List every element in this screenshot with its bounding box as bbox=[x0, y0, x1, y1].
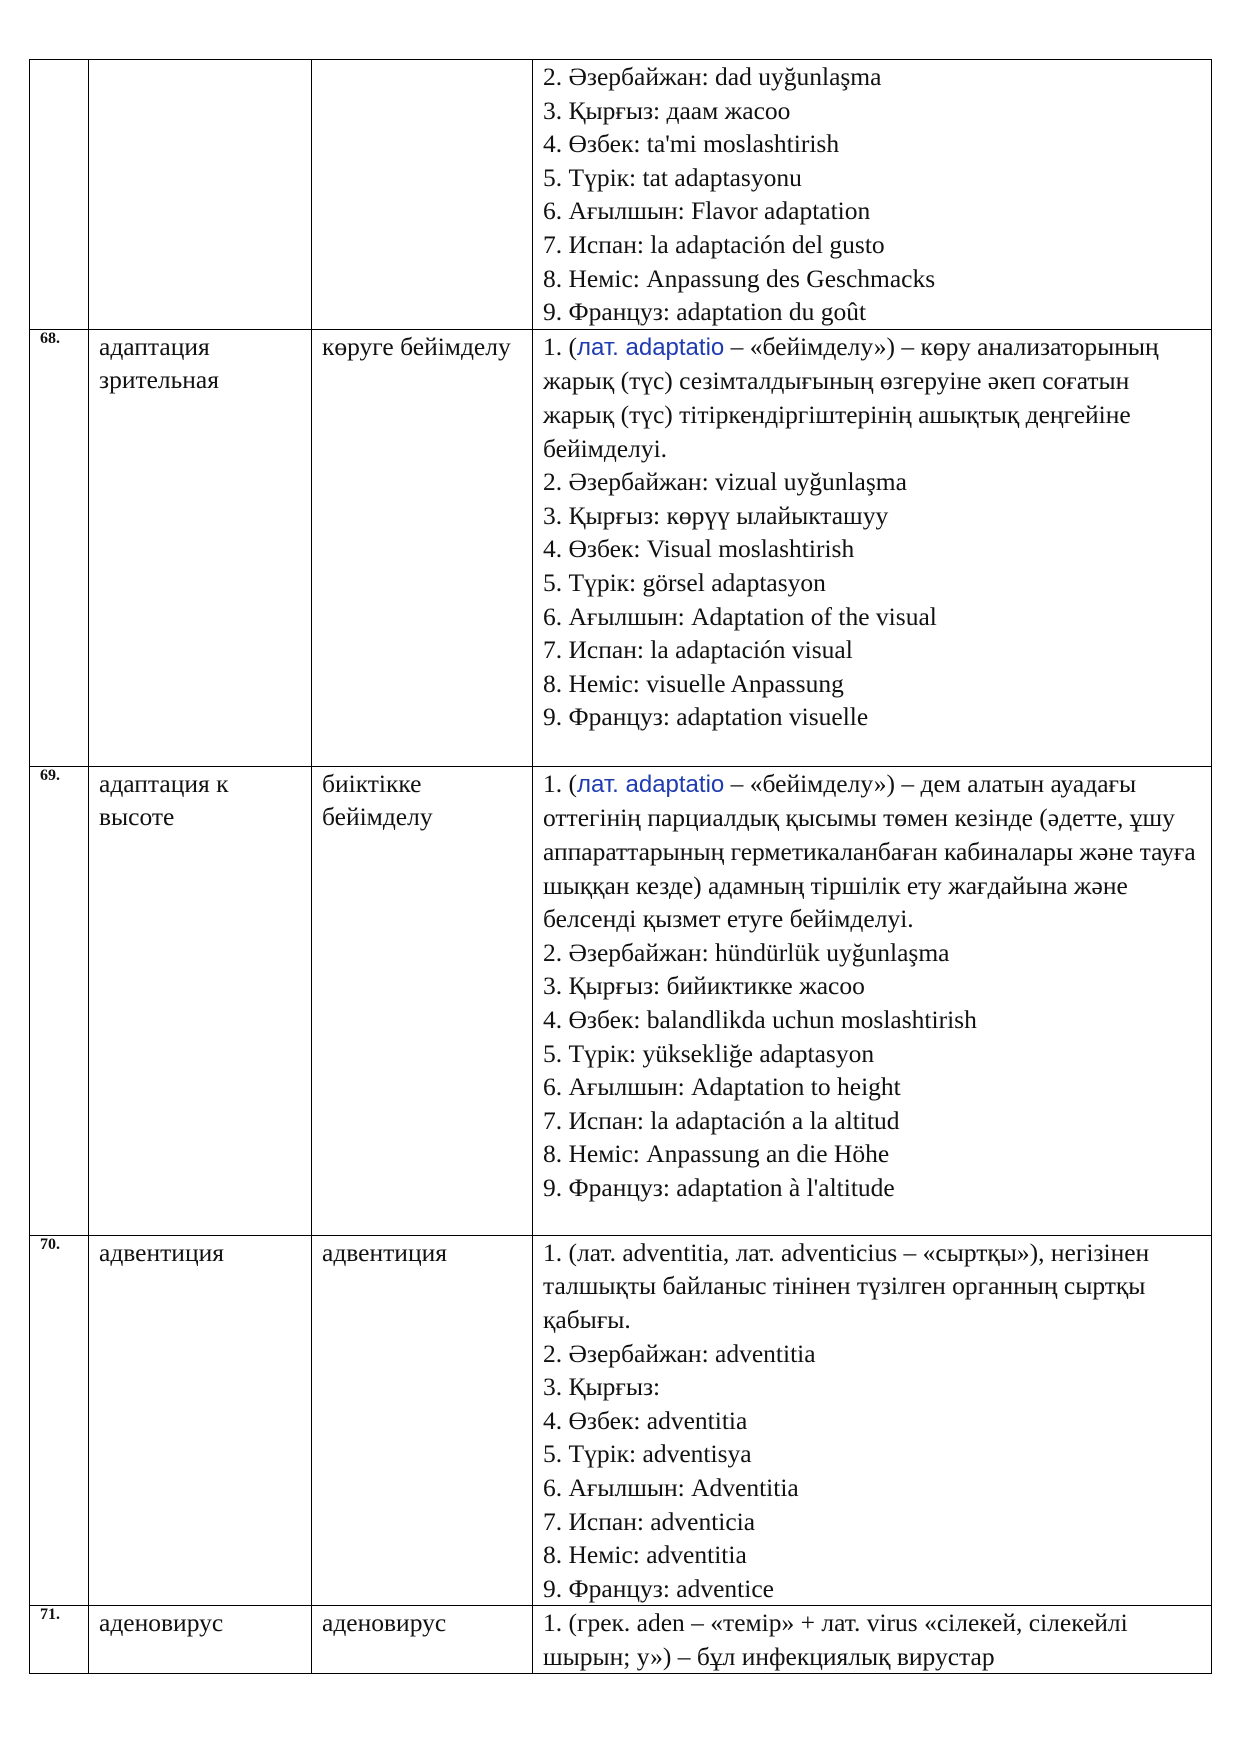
translation-line: 4. Өзбек: Visual moslashtirish bbox=[543, 534, 855, 564]
translation-line: 8. Неміс: Anpassung des Geschmacks bbox=[543, 263, 936, 293]
translation-line: 7. Испан: la adaptación del gusto bbox=[543, 229, 885, 259]
translation-line: 8. Неміс: Anpassung an die Höhe bbox=[543, 1139, 890, 1169]
latin-etymology: лат. adaptatio bbox=[577, 770, 725, 798]
table-row bbox=[30, 60, 1212, 330]
definition-cell bbox=[533, 1235, 1212, 1606]
entry-number bbox=[30, 60, 89, 330]
kazakh-term bbox=[312, 60, 533, 330]
kazakh-term: аденовирус bbox=[312, 1606, 533, 1674]
translation-line: 9. Француз: adaptation du goût bbox=[543, 297, 867, 327]
table-row bbox=[30, 766, 1212, 1235]
definition-cell bbox=[533, 766, 1212, 1235]
entry-number: 71. bbox=[30, 1606, 89, 1674]
translation-line: 3. Қырғыз: даам жасоо bbox=[543, 95, 791, 125]
kazakh-term: көруге бейімделу bbox=[312, 329, 533, 766]
definition-cell bbox=[533, 1606, 1212, 1674]
translation-line: 9. Француз: adaptation visuelle bbox=[543, 702, 869, 732]
translation-line: 9. Француз: adventice bbox=[543, 1573, 774, 1603]
translation-line: 6. Ағылшын: Adaptation to height bbox=[543, 1072, 901, 1102]
table-row bbox=[30, 1235, 1212, 1606]
definition-cell bbox=[533, 329, 1212, 766]
russian-term: адаптация зрительная bbox=[89, 329, 312, 766]
translation-line: 4. Өзбек: balandlikda uchun moslashtirish bbox=[543, 1004, 977, 1034]
translation-line: 3. Қырғыз: бийиктикке жасоо bbox=[543, 971, 865, 1001]
translation-line: 8. Неміс: visuelle Anpassung bbox=[543, 668, 844, 698]
translation-line: 5. Түрік: tat adaptasyonu bbox=[543, 162, 802, 192]
russian-term: аденовирус bbox=[89, 1606, 312, 1674]
translation-line: 5. Түрік: adventisya bbox=[543, 1439, 752, 1469]
translation-line: 6. Ағылшын: Flavor adaptation bbox=[543, 196, 871, 226]
kazakh-term: адвентиция bbox=[312, 1235, 533, 1606]
translation-line: 3. Қырғыз: bbox=[543, 1372, 661, 1402]
russian-term: адвентиция bbox=[89, 1235, 312, 1606]
translation-line: 3. Қырғыз: көрүү ылайыкташуу bbox=[543, 500, 889, 530]
translation-line: 9. Француз: adaptation à l'altitude bbox=[543, 1172, 895, 1202]
translation-line: 6. Ағылшын: Adaptation of the visual bbox=[543, 601, 937, 631]
translation-line: 2. Әзербайжан: vizual uyğunlaşma bbox=[543, 467, 907, 497]
definition-text: 1. (лат. adaptatio – «бейімделу») – дем алатын ауадағы оттегінің парциалдық қысымы төмен кезінде (әдетте, ұшу аппараттарының герметикаланбаған кабиналары және тауға шыққан кезде) адамның тіршілік ету жағдайына және белсенді қызмет етуге бейімделуі. bbox=[543, 768, 1196, 934]
translation-line: 4. Өзбек: ta'mi moslashtirish bbox=[543, 129, 840, 159]
russian-term: адаптация к высоте bbox=[89, 766, 312, 1235]
translation-line: 2. Әзербайжан: adventitia bbox=[543, 1338, 816, 1368]
entry-number: 70. bbox=[30, 1235, 89, 1606]
entry-number: 69. bbox=[30, 766, 89, 1235]
translation-line: 2. Әзербайжан: hündürlük uyğunlaşma bbox=[543, 937, 950, 967]
translation-line: 6. Ағылшын: Adventitia bbox=[543, 1472, 799, 1502]
definition-text: 1. (грек. aden – «темір» + лат. virus «сілекей, сілекейлі шырын; у») – бұл инфекциялық вирустар bbox=[543, 1608, 1128, 1671]
table-row bbox=[30, 329, 1212, 766]
russian-term bbox=[89, 60, 312, 330]
translation-line: 7. Испан: la adaptación a la altitud bbox=[543, 1105, 900, 1135]
translation-line: 5. Түрік: görsel adaptasyon bbox=[543, 567, 826, 597]
definition-text: 1. (лат. adaptatio – «бейімделу») – көру анализаторының жарық (түс) сезімталдығының өзгеруіне әкеп соғатын жарық (түс) тітіркендіргіштерінің ашықтық деңгейіне бейімделуі. bbox=[543, 331, 1159, 463]
latin-etymology: лат. adaptatio bbox=[577, 333, 725, 361]
translation-line: 2. Әзербайжан: dad uyğunlaşma bbox=[543, 62, 882, 91]
translation-line: 7. Испан: la adaptación visual bbox=[543, 635, 853, 665]
translation-line: 4. Өзбек: adventitia bbox=[543, 1405, 748, 1435]
definition-cell bbox=[533, 60, 1212, 330]
definition-text: 1. (лат. adventitia, лат. adventicius – «сыртқы»), негізінен талшықты байланыс тінінен түзілген органның сыртқы қабығы. bbox=[543, 1237, 1150, 1334]
kazakh-term: биіктікке бейімделу bbox=[312, 766, 533, 1235]
translation-line: 5. Түрік: yüksekliğe adaptasyon bbox=[543, 1038, 875, 1068]
table-row bbox=[30, 1606, 1212, 1674]
glossary-table bbox=[29, 59, 1212, 1674]
translation-line: 8. Неміс: adventitia bbox=[543, 1540, 747, 1570]
translation-line: 7. Испан: adventicia bbox=[543, 1506, 756, 1536]
entry-number: 68. bbox=[30, 329, 89, 766]
